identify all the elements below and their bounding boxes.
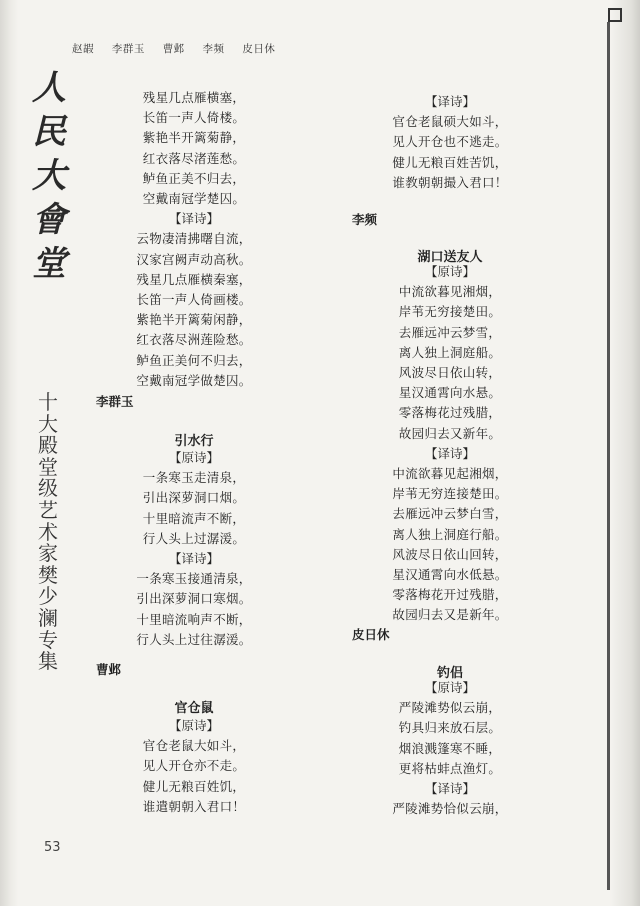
side-title-char: 堂 [32,244,66,284]
poem-line: 严陵滩势恰似云崩， [392,801,508,817]
poem-line: 岸苇无穷连接楚田。 [392,486,508,502]
poem-line: 官仓老鼠大如斗， [142,738,246,754]
poem-line: 谁遣朝朝入君口！ [142,798,246,814]
side-subtitle-char: 殿 [38,433,58,458]
zhao-original-tail [82,88,306,391]
poem-line: 钓具归来放石层。 [398,720,502,736]
poem-line: 星汉通霄向水低悬。 [392,567,508,583]
translation-label: 【译诗】 [168,211,219,227]
poem-line: 红衣落尽洲莲险愁。 [136,332,252,348]
binding-line [607,22,610,890]
poem-title: 钓侣 [436,666,463,681]
translation-label: 【译诗】 [424,94,475,109]
side-title-char: 大 [32,156,66,196]
poem-line: 见人开仓亦不走。 [142,758,246,774]
poem-line: 谁教朝朝撮入君口！ [392,174,508,190]
pi-rixiu-poem [330,678,570,819]
translation-label: 【译诗】 [424,781,475,797]
poem-line: 故园归去又新年。 [398,425,502,441]
poem-line: 见人开仓也不逃走。 [392,134,508,150]
poem-line: 离人独上洞庭船。 [398,344,502,360]
poem-line: 去雁远冲云梦雪， [398,324,502,340]
original-label: 【原诗】 [168,718,219,733]
header-poet: 曹邺 [162,43,185,55]
poem-line: 行人头上过潺湲。 [142,530,246,546]
poem-line: 一条寒玉接通清泉， [136,571,252,587]
poet-name: 曹邺 [96,662,122,677]
poem-line: 风波尽日依山转， [398,365,502,381]
side-subtitle-char: 专 [38,627,58,652]
poem-line: 健儿无粮百姓饥， [142,778,246,794]
side-subtitle-char: 家 [38,541,58,566]
poem-line: 残星几点雁横塞， [142,90,246,105]
side-subtitle-char: 樊 [38,562,58,587]
poem-line: 红衣落尽渚莲愁。 [142,150,246,166]
poet-name: 李群玉 [96,394,134,409]
side-subtitle-char: 集 [38,649,58,674]
poem-line: 残星几点雁横秦塞， [136,271,252,287]
page-number: 53 [44,840,61,855]
poem-line: 引出深萝洞口烟。 [142,490,246,506]
side-subtitle-char: 十 [38,390,58,414]
poem-line: 健儿无粮百姓苦饥， [392,154,508,170]
poem-line: 汉家宫阙声动高秋。 [136,251,252,267]
poem-line: 严陵滩势似云崩， [398,700,502,716]
poem-line: 故园归去又是新年。 [392,607,508,623]
poem-line: 中流欲暮见湘烟， [398,284,502,300]
side-title-char: 人 [32,68,66,108]
poem-line: 引出深萝洞口寒烟。 [136,591,252,607]
poet-name: 李频 [352,212,378,227]
side-subtitle [33,392,63,673]
poem-line: 十里暗流响声不断， [136,611,252,627]
side-title-char: 民 [32,112,66,152]
poem-title: 官仓鼠 [174,701,214,716]
page-edge-left [0,0,18,906]
side-subtitle-char: 澜 [38,605,58,630]
side-title [28,66,70,286]
poem-line: 紫艳半开篱菊闲静， [136,312,252,328]
poem-line: 鲈鱼正美何不归去， [136,352,252,368]
poem-title: 引水行 [174,434,214,449]
poem-line: 云物凄清拂曙自流， [136,231,252,247]
translation-label: 【译诗】 [424,445,475,461]
poem-line: 更将枯蚌点渔灯。 [398,760,502,776]
poem-line: 长笛一声人倚画楼。 [136,292,252,308]
poem-line: 空戴南冠学做楚囚。 [136,372,252,388]
header-poet: 李频 [202,43,225,55]
side-subtitle-char: 堂 [38,454,58,479]
header-poet: 赵嘏 [72,43,94,55]
original-label: 【原诗】 [424,680,475,695]
translation-label: 【译诗】 [168,551,219,567]
poem-line: 零落梅花开过残腊， [392,587,508,603]
original-label: 【原诗】 [424,264,475,279]
poet-name: 皮日休 [352,627,390,642]
poem-line: 离人独上洞庭行船。 [392,526,508,542]
poem-line: 中流欲暮见起湘烟， [392,466,508,482]
li-pin-poem [330,262,570,626]
side-title-char: 會 [32,200,66,240]
poem-line: 鲈鱼正美不归去， [142,170,246,186]
cao-ye-poem [82,716,306,817]
poem-line: 长笛一声人倚楼。 [142,110,246,126]
side-subtitle-char: 艺 [38,497,58,522]
side-subtitle-char: 少 [38,584,58,609]
poem-line: 紫艳半开篱菊静， [142,130,246,146]
corner-mark [608,8,622,22]
poem-line: 空戴南冠学楚囚。 [142,191,246,207]
side-subtitle-char: 术 [38,519,58,544]
header-poet: 皮日休 [242,43,276,55]
poem-title: 湖口送友人 [417,250,483,265]
poem-line: 岸苇无穷接楚田。 [398,304,502,320]
page-edge-right [610,0,640,906]
li-qunyu-poem [82,448,306,650]
poem-line: 一条寒玉走清泉， [142,470,246,486]
side-subtitle-char: 级 [38,476,58,501]
poem-line: 零落梅花过残腊， [398,405,502,421]
poem-line: 风波尽日依山回转， [392,546,508,562]
cao-ye-translation [330,92,570,193]
poem-line: 十里暗流声不断， [142,510,246,526]
poem-line: 烟浪溅篷寒不睡， [398,740,502,756]
running-header [72,41,289,56]
side-subtitle-char: 大 [38,411,58,436]
header-poet: 李群玉 [111,43,145,55]
poem-line: 星汉通霄向水悬。 [398,385,502,401]
poem-line: 去雁远冲云梦白雪， [392,506,508,522]
poem-line: 行人头上过往潺湲。 [136,631,252,647]
poem-line: 官仓老鼠硕大如斗， [392,114,508,130]
original-label: 【原诗】 [168,450,219,465]
